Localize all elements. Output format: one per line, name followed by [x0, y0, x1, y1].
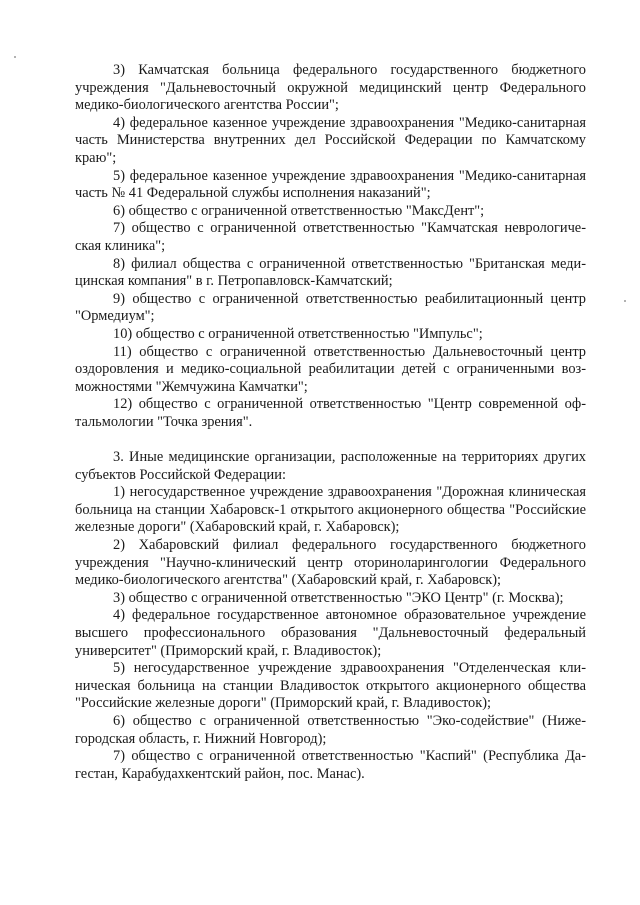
- list-item: 12) общество с ограниченной ответственностью "Центр современной офтальмологии "Точка зрения".: [75, 396, 586, 430]
- list-item: 10) общество с ограниченной ответственностью "Импульс";: [113, 325, 483, 342]
- list-item: 6) общество с ограниченной ответственностью "Эко-содействие" (Нижегородская область, г. Нижний Новгород);: [75, 712, 586, 747]
- list-item: 9) общество с ограниченной ответственностью реабилитационный центр "Ормедиум";: [75, 290, 586, 325]
- list-item: 7) общество с ограниченной ответственностью "Камчатская неврологическая клиника";: [75, 220, 586, 254]
- list-item: 11) общество с ограниченной ответственностью Дальневосточный центр оздоровления и медико-социальной реабилитации детей с ограниченными возможностями "Жемчужина Камчатки";: [75, 343, 586, 395]
- list-item: 4) федеральное казенное учреждение здравоохранения "Медико-санитарная часть Министерства внутренних дел Российской Федерации по Камчатскому краю";: [75, 114, 586, 166]
- list-item: 5) федеральное казенное учреждение здравоохранения "Медико-санитарная часть № 41 Федеральной службы исполнения наказаний";: [75, 167, 586, 202]
- list-item: 5) негосударственное учреждение здравоохранения "Отделенческая клиническая больница на станции Владивосток открытого акционерного общества "Российские железные дороги" (Приморский край, г. Владивосток);: [75, 660, 586, 712]
- section-heading: 3. Иные медицинские организации, расположенные на территориях других субъектов Российской Федерации:: [75, 449, 586, 483]
- list-item: 6) общество с ограниченной ответственностью "МаксДент";: [113, 202, 485, 219]
- list-item: 3) Камчатская больница федерального государственного бюджетного учреждения "Дальневосточный окружной медицинский центр Федерального медико-биологического агентства России";: [75, 62, 586, 114]
- list-item: 7) общество с ограниченной ответственностью "Каспий" (Республика Дагестан, Карабудахкентский район, пос. Манас).: [75, 748, 586, 782]
- document-body: [75, 62, 586, 783]
- scan-speck: [624, 300, 626, 302]
- list-item: 1) негосударственное учреждение здравоохранения "Дорожная клиническая больница на станции Хабаровск-1 открытого акционерного общества "Российские железные дороги" (Хабаровский край, г. Хабаровск);: [75, 484, 586, 536]
- list-item: 8) филиал общества с ограниченной ответственностью "Британская медицинская компания" в г. Петропавловск-Камчатский;: [75, 255, 586, 290]
- list-item: 3) общество с ограниченной ответственностью "ЭКО Центр" (г. Москва);: [113, 589, 564, 606]
- scan-speck: [14, 56, 16, 58]
- list-item: 4) федеральное государственное автономное образовательное учреждение высшего профессионального образования "Дальневосточный федеральный университет" (Приморский край, г. Владивосток);: [75, 607, 586, 659]
- list-item: 2) Хабаровский филиал федерального государственного бюджетного учреждения "Научно-клинический центр оториноларингологии Федерального медико-биологического агентства" (Хабаровский край, г. Хабаровск);: [75, 537, 586, 589]
